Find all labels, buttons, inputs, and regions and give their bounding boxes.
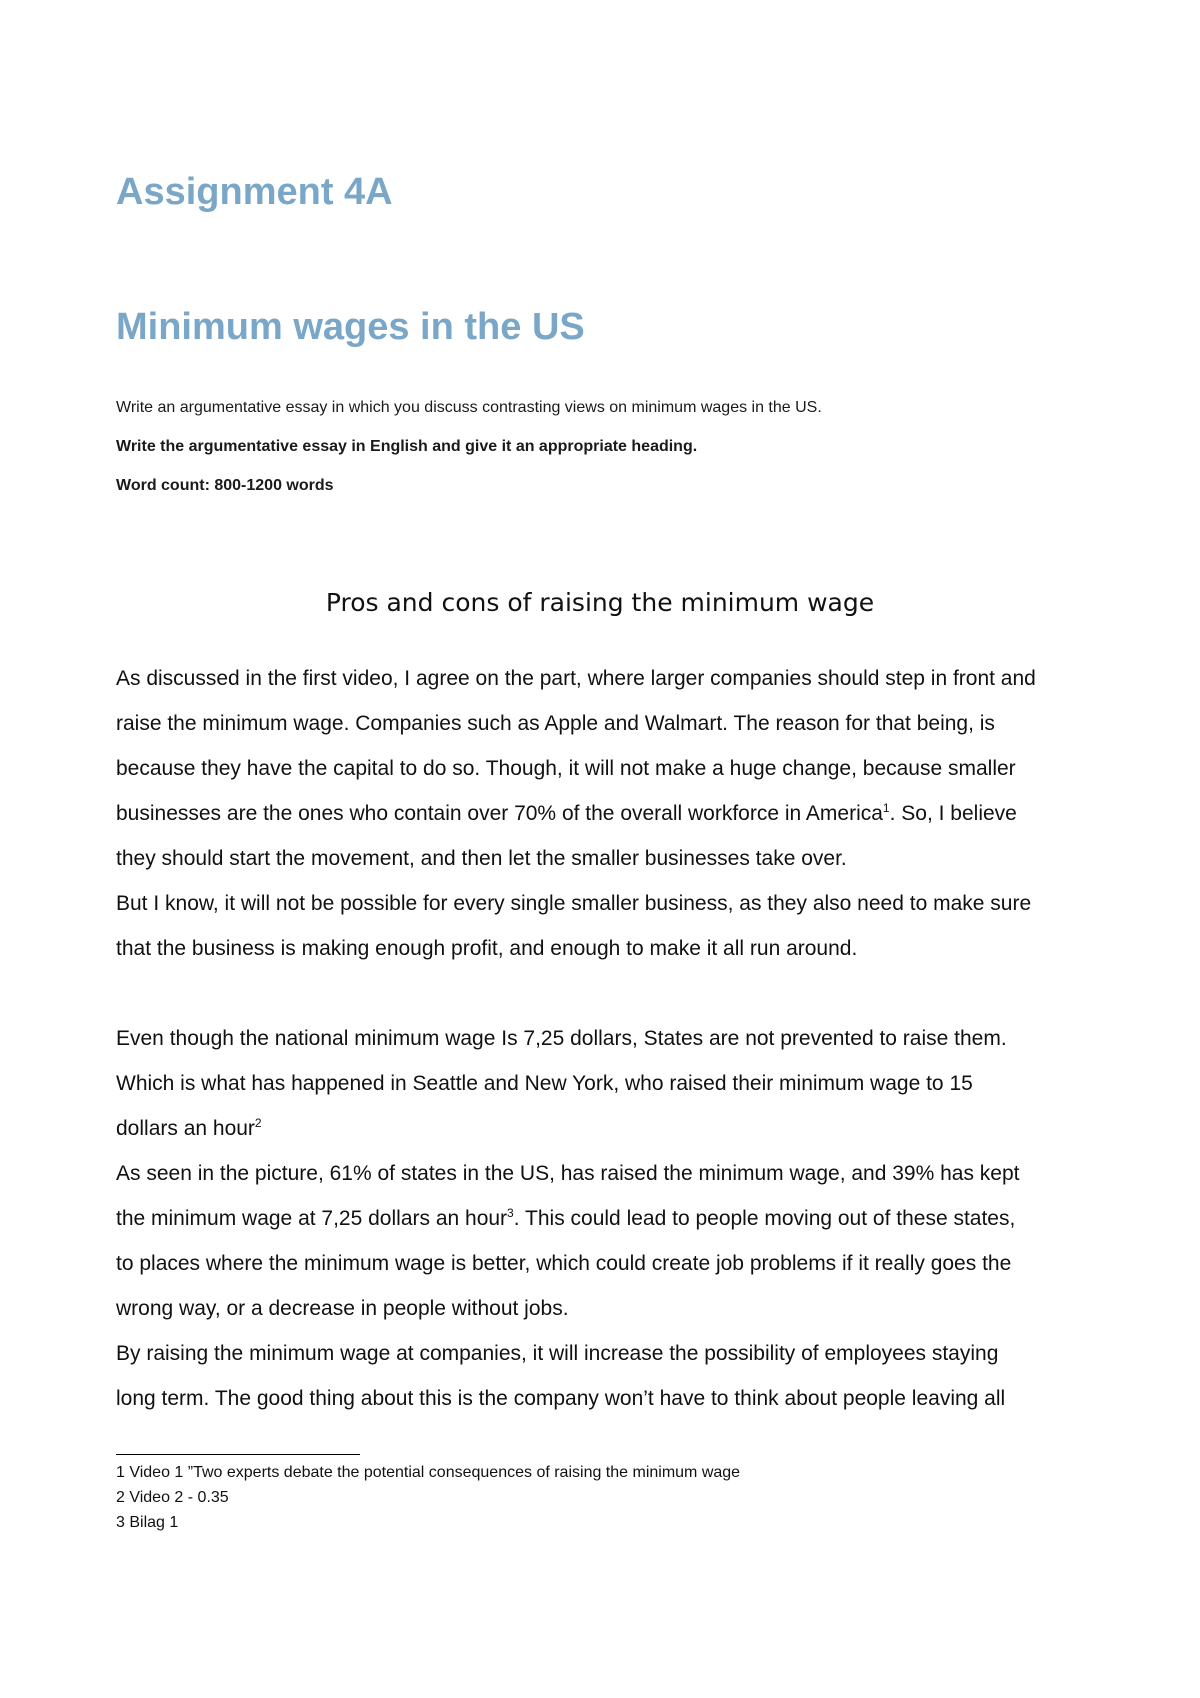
paragraph-line: As seen in the picture, 61% of states in the US, has raised the minimum wage, and 39% has kept: [116, 1162, 1020, 1185]
paragraph-line: Which is what has happened in Seattle and New York, who raised their minimum wage to 15: [116, 1072, 973, 1095]
paragraph-line: that the business is making enough profit, and enough to make it all run around.: [116, 937, 858, 960]
paragraph-line: [116, 1117, 262, 1141]
paragraph-line: raise the minimum wage. Companies such as Apple and Walmart. The reason for that being, is: [116, 712, 995, 735]
paragraph-line: [116, 1207, 1015, 1231]
footnote: 3 Bilag 1: [116, 1514, 179, 1531]
footnote-reference: 1: [882, 801, 890, 815]
paragraph-line: Even though the national minimum wage Is 7,25 dollars, States are not prevented to raise them.: [116, 1027, 1007, 1050]
footnote-reference: 2: [254, 1116, 262, 1130]
word-count: Word count: 800-1200 words: [116, 477, 334, 494]
footnote: 2 Video 2 - 0.35: [116, 1489, 229, 1506]
paragraph-line: to places where the minimum wage is better, which could create job problems if it really goes the: [116, 1252, 1012, 1275]
paragraph-line: because they have the capital to do so. Though, it will not make a huge change, because smaller: [116, 757, 1016, 780]
paragraph-text: businesses are the ones who contain over 70% of the overall workforce in America: [116, 802, 883, 825]
paragraph-text: . So, I believe: [889, 802, 1017, 825]
task-requirement: Write the argumentative essay in English and give it an appropriate heading.: [116, 438, 698, 455]
paragraph-text: dollars an hour: [116, 1117, 255, 1140]
paragraph-line: By raising the minimum wage at companies, it will increase the possibility of employees staying: [116, 1342, 999, 1365]
paragraph-line: wrong way, or a decrease in people without jobs.: [116, 1297, 569, 1320]
paragraph-line: long term. The good thing about this is the company won’t have to think about people leaving all: [116, 1387, 1006, 1410]
essay-title: Pros and cons of raising the minimum wage: [325, 588, 875, 617]
paragraph-line: [116, 802, 1017, 826]
footnote-separator: [116, 1454, 360, 1455]
paragraph-line: But I know, it will not be possible for every single smaller business, as they also need to make sure: [116, 892, 1032, 915]
footnote-reference: 3: [507, 1206, 514, 1220]
task-instruction: Write an argumentative essay in which you discuss contrasting views on minimum wages in the US.: [116, 399, 822, 416]
assignment-title: Assignment 4A: [116, 171, 393, 213]
assignment-subtitle: Minimum wages in the US: [116, 306, 585, 348]
footnote: 1 Video 1 ”Two experts debate the potential consequences of raising the minimum wage: [116, 1464, 741, 1481]
paragraph-line: As discussed in the first video, I agree on the part, where larger companies should step in front and: [116, 667, 1036, 690]
paragraph-line: they should start the movement, and then let the smaller businesses take over.: [116, 847, 847, 870]
paragraph-text: the minimum wage at 7,25 dollars an hour: [116, 1207, 508, 1230]
paragraph-text: . This could lead to people moving out of these states,: [513, 1207, 1016, 1230]
